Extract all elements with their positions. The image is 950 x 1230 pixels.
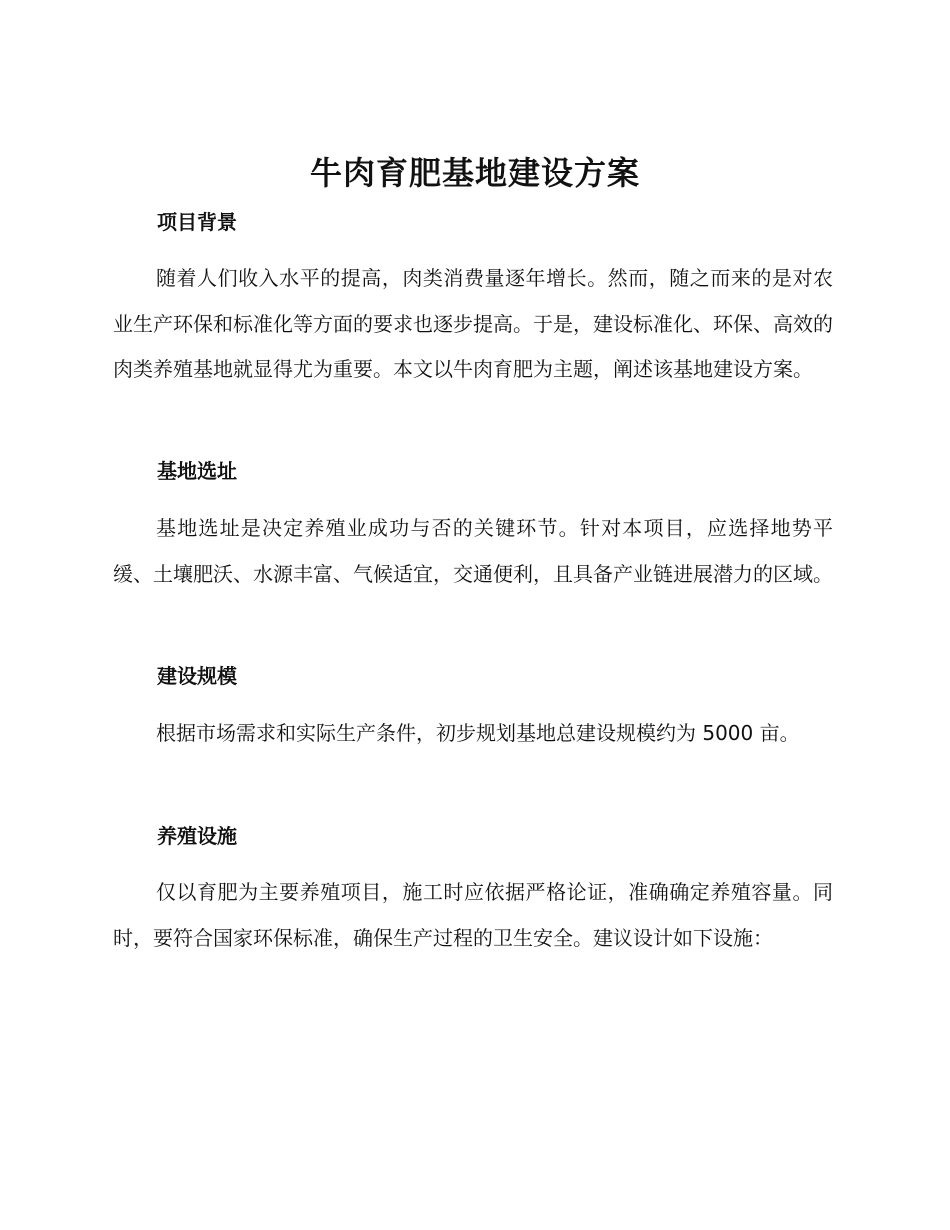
section-text-scale: 根据市场需求和实际生产条件，初步规划基地总建设规模约为 5000 亩。: [156, 721, 800, 745]
document-title: 牛肉育肥基地建设方案: [309, 154, 640, 192]
section-heading-scale: 建设规模: [157, 664, 237, 688]
section-text-facilities: 仅以育肥为主要养殖项目，施工时应依据严格论证，准确确定养殖容量。同时，要符合国家环保标准，确保生产过程的卫生安全。建议设计如下设施：: [113, 880, 833, 950]
section-text-site-selection: 基地选址是决定养殖业成功与否的关键环节。针对本项目，应选择地势平缓、土壤肥沃、水源丰富、气候适宜，交通便利，且具备产业链进展潜力的区域。: [113, 516, 833, 586]
section-text-background: 随着人们收入水平的提高，肉类消费量逐年增长。然而，随之而来的是对农业生产环保和标准化等方面的要求也逐步提高。于是，建设标准化、环保、高效的肉类养殖基地就显得尤为重要。本文以牛肉育肥为主题，阐述该基地建设方案。: [113, 266, 833, 381]
section-heading-background: 项目背景: [157, 210, 237, 234]
section-heading-facilities: 养殖设施: [157, 824, 237, 848]
section-heading-site-selection: 基地选址: [157, 459, 237, 483]
